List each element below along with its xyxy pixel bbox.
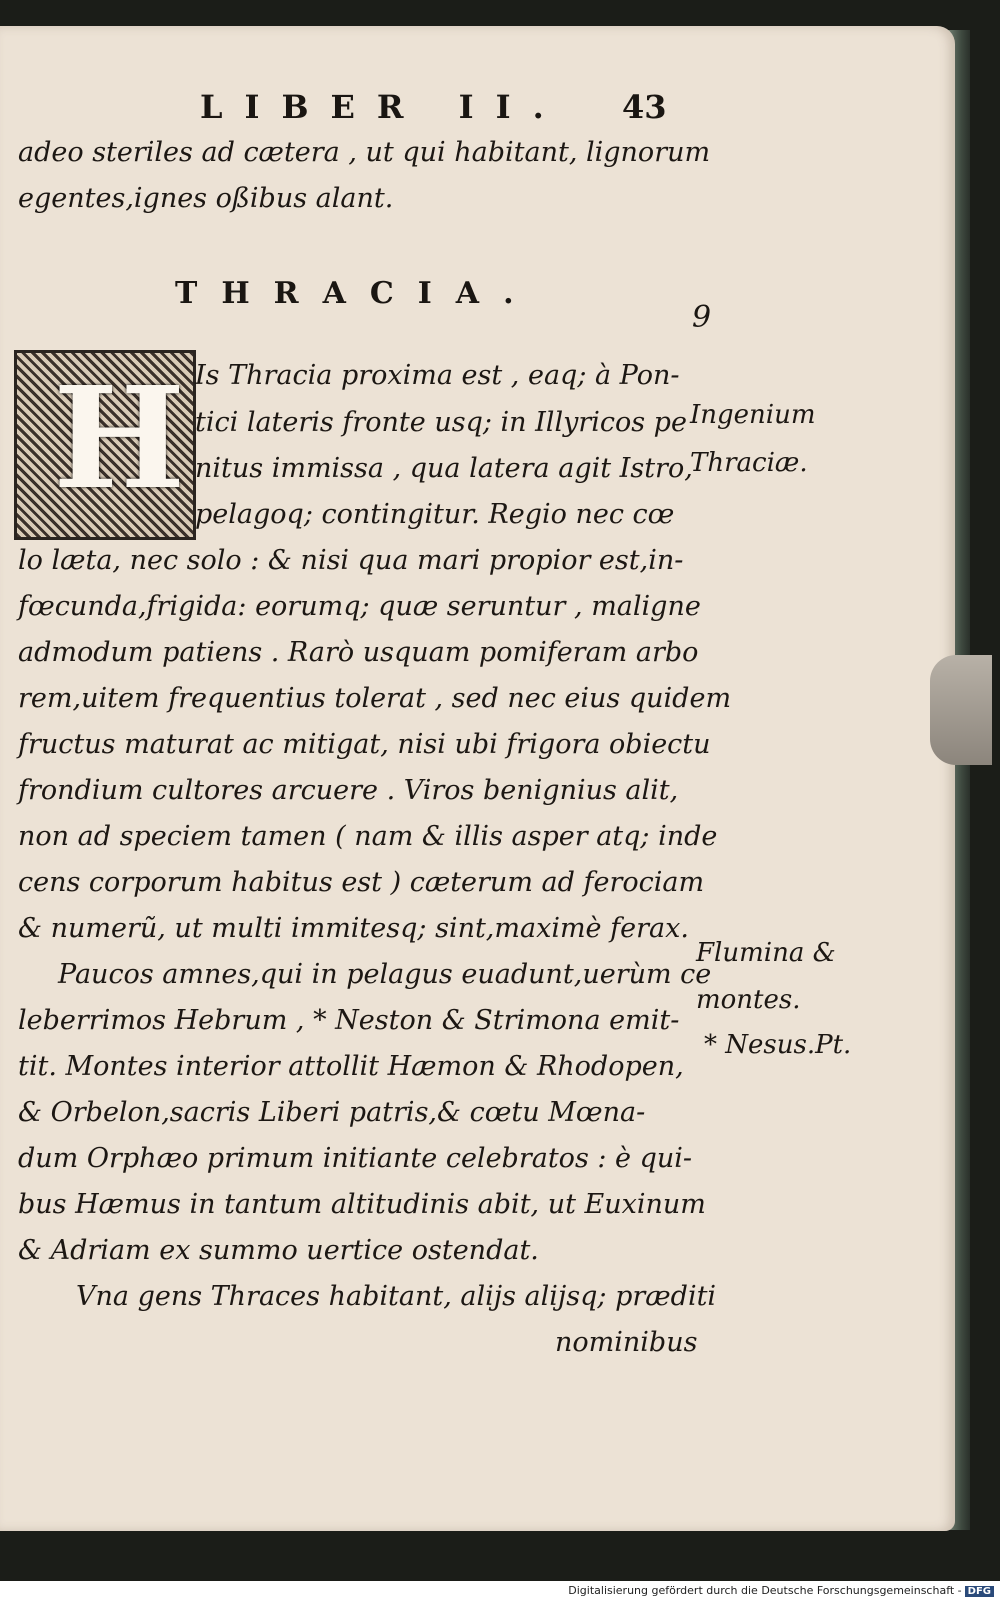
text-line: Paucos amnes,qui in pelagus euadunt,uerùm ce [58,959,712,990]
intro-line: egentes,ignes oßibus alant. [18,183,394,214]
margin-note: Thraciæ. [690,448,808,478]
text-line: fructus maturat ac mitigat, nisi ubi frigora obiectu [18,729,711,760]
margin-note: * Nesus.Pt. [704,1030,852,1060]
digitization-credit [568,1584,994,1597]
running-header: LIBER II. [200,88,566,126]
margin-note: Ingenium [690,400,816,430]
text-line: lo læta, nec solo : & nisi qua mari propior est,in- [18,545,684,576]
text-line: & Orbelon,sacris Liberi patris,& cœtu Mœna- [18,1097,646,1128]
text-line: tici lateris fronte usq; in Illyricos pe [195,407,687,438]
page-number: 43 [622,88,667,126]
text-line: pelagoq; contingitur. Regio nec cœ [195,499,675,530]
text-line: non ad speciem tamen ( nam & illis asper atq; inde [18,821,718,852]
text-line: Is Thracia proxima est , eaq; à Pon- [195,360,680,391]
catchword: nominibus [555,1327,698,1358]
intro-line: adeo steriles ad cætera , ut qui habitant, lignorum [18,137,711,168]
text-line: fœcunda,frigida: eorumq; quæ seruntur , maligne [18,591,701,622]
margin-note: montes. [696,985,801,1015]
section-heading: THRACIA. [175,276,538,311]
text-line: cens corporum habitus est ) cæterum ad ferociam [18,867,705,898]
text-line: admodum patiens . Rarò usquam pomiferam arbo [18,637,699,668]
text-line: bus Hæmus in tantum altitudinis abit, ut Euxinum [18,1189,706,1220]
margin-note: Flumina & [696,938,836,968]
text-line: & numerũ, ut multi immitesq; sint,maximè ferax. [18,913,689,944]
text-line: rem,uitem frequentius tolerat , sed nec eius quidem [18,683,732,714]
decorated-initial [14,350,196,540]
text-line: frondium cultores arcuere . Viros benignius alit, [18,775,679,806]
initial-letter: H [53,357,186,521]
text-line: tit. Montes interior attollit Hæmon & Rhodopen, [18,1051,684,1082]
text-line: nitus immissa , qua latera agit Istro, [195,453,693,484]
text-line: leberrimos Hebrum , * Neston & Strimona emit- [18,1005,680,1036]
page-clip [930,655,992,765]
text-line: dum Orphæo primum initiante celebratos : è qui- [18,1143,693,1174]
credit-text: Digitalisierung gefördert durch die Deutsche Forschungsgemeinschaft - [568,1584,962,1597]
text-line: & Adriam ex summo uertice ostendat. [18,1235,539,1266]
signature-mark: 9 [692,300,712,335]
text-line: Vna gens Thraces habitant, alijs alijsq; præditi [76,1281,717,1312]
dfg-logo: DFG [965,1586,994,1597]
